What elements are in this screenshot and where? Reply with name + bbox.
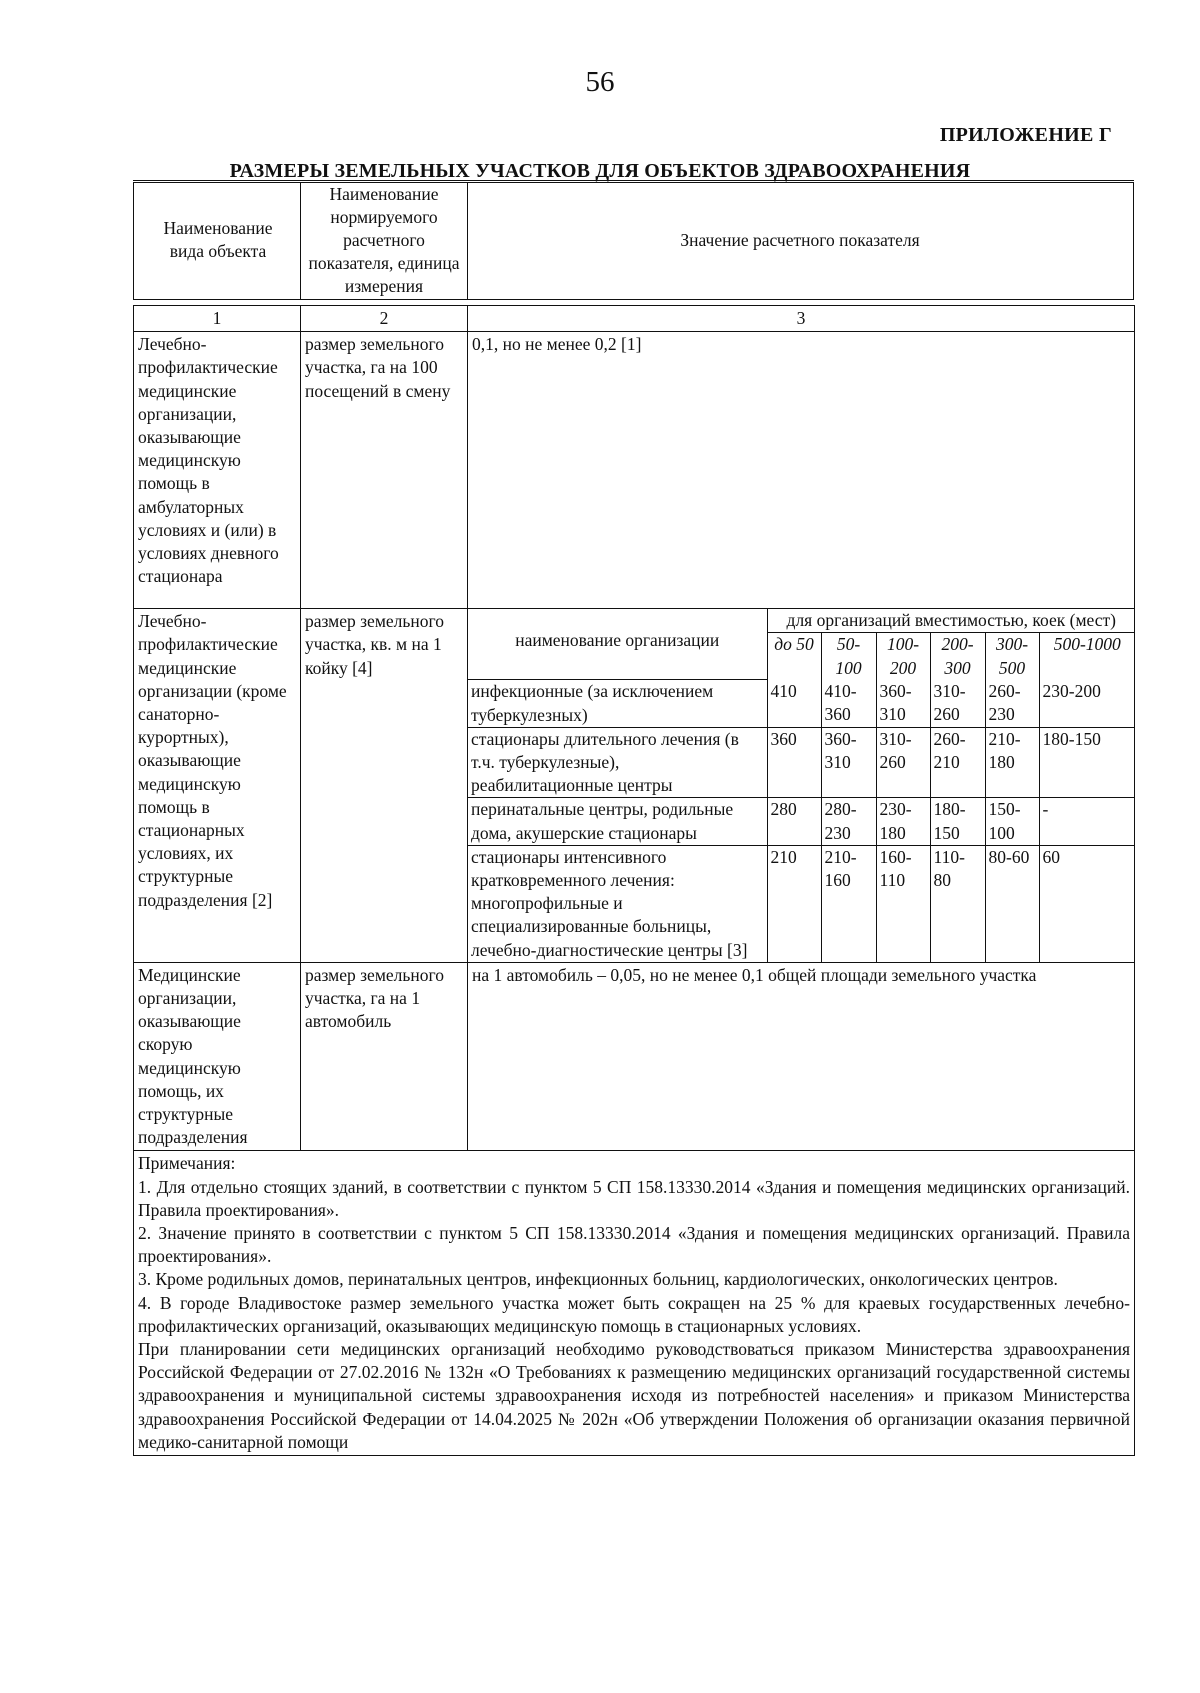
column-number-1: 1 — [134, 306, 301, 332]
capacity-value: 260-230 — [985, 680, 1039, 727]
header-col3-label: Значение расчетного показателя — [680, 230, 920, 250]
capacity-col-header: 500-1000 — [1039, 633, 1135, 680]
table-row — [468, 845, 1135, 962]
value-cell: 0,1, но не менее 0,2 [1] — [468, 332, 1135, 609]
capacity-value: 230-180 — [876, 798, 930, 845]
note-item: 3. Кроме родильных домов, перинатальных центров, инфекционных больниц, кардиологических, онкологических центров. — [138, 1269, 1058, 1290]
document-title: РАЗМЕРЫ ЗЕМЕЛЬНЫХ УЧАСТКОВ ДЛЯ ОБЪЕКТОВ ЗДРАВООХРАНЕНИЯ — [229, 160, 971, 182]
org-name-header: наименование организации — [468, 609, 767, 680]
capacity-value: 280 — [767, 798, 821, 845]
header-col1-label: Наименование вида объекта — [163, 218, 273, 261]
indicator-cell: размер земельного участка, га на 1 автомобиль — [301, 962, 468, 1151]
indicator-cell: размер земельного участка, га на 100 посещений в смену — [301, 332, 468, 609]
note-item: 4. В городе Владивостоке размер земельного участка может быть сокращен на 25 % для краевых государственных лечебно-профилактических организаций, оказывающих медицинскую помощь в стационарных условиях. — [138, 1292, 1130, 1336]
main-table — [133, 305, 1135, 1456]
capacity-value: 110-80 — [930, 845, 985, 962]
table-row-ambulance — [134, 962, 1135, 1151]
capacity-table — [468, 609, 1135, 962]
capacity-value: 410-360 — [821, 680, 876, 727]
header-col1-divider — [300, 183, 301, 299]
capacity-value: 230-200 — [1039, 680, 1135, 727]
org-type-name: перинатальные центры, родильные дома, акушерские стационары — [468, 798, 767, 845]
notes-cell — [134, 1151, 1135, 1456]
table-row-ambulatory — [134, 332, 1135, 609]
capacity-value: 210 — [767, 845, 821, 962]
capacity-table-cell — [468, 609, 1135, 963]
capacity-value: 180-150 — [1039, 727, 1135, 798]
indicator-cell: размер земельного участка, кв. м на 1 койку [4] — [301, 609, 468, 963]
notes-paragraph: При планировании сети медицинских организаций необходимо руководствоваться приказом Министерства здравоохранения Российской Федерации от 27.02.2016 № 132н «О Требованиях к размещению медицинских организаций государственной системы здравоохранения и муниципальной системы здравоохранения исходя из потребностей населения» и приказом Министерства здравоохранения Российской Федерации от 14.04.2025 № 202н «Об утверждении Положения об организации оказания первичной медико-санитарной помощи — [138, 1339, 1130, 1452]
appendix-label: ПРИЛОЖЕНИЕ Г — [939, 124, 1112, 146]
capacity-value: 80-60 — [985, 845, 1039, 962]
table-row — [468, 798, 1135, 845]
capacity-value: 160-110 — [876, 845, 930, 962]
org-type-name: стационары интенсивного кратковременного лечения: многопрофильные и специализированные больницы, лечебно-диагностические центры [3] — [468, 845, 767, 962]
header-col2-label: Наименование нормируемого расчетного показателя, единица измерения — [308, 184, 460, 296]
table-row — [468, 727, 1135, 798]
header-top-border — [133, 180, 1134, 181]
notes-row — [134, 1151, 1135, 1456]
capacity-value: 60 — [1039, 845, 1135, 962]
capacity-value: 260-210 — [930, 727, 985, 798]
capacity-col-header: 200-300 — [930, 633, 985, 680]
capacity-value: 280-230 — [821, 798, 876, 845]
capacity-value: 360-310 — [821, 727, 876, 798]
table-row-stationary — [134, 609, 1135, 963]
note-item: 2. Значение принято в соответствии с пунктом 5 СП 158.13330.2014 «Здания и помещения медицинских организаций. Правила проектирования». — [138, 1222, 1130, 1267]
capacity-value: 410 — [767, 680, 821, 727]
capacity-value: 360-310 — [876, 680, 930, 727]
header-col2-divider — [467, 183, 468, 299]
column-number-row — [134, 306, 1135, 332]
capacity-value: 180-150 — [930, 798, 985, 845]
org-type-name: стационары длительного лечения (в т.ч. туберкулезные), реабилитационные центры — [468, 727, 767, 798]
capacity-value: 310-260 — [876, 727, 930, 798]
capacity-value: 210-160 — [821, 845, 876, 962]
page-number: 56 — [585, 66, 615, 98]
table-row — [468, 680, 1135, 727]
capacity-col-header: 300-500 — [985, 633, 1039, 680]
capacity-value: 360 — [767, 727, 821, 798]
capacity-header: для организаций вместимостью, коек (мест) — [767, 609, 1135, 633]
capacity-value: 150-100 — [985, 798, 1039, 845]
capacity-col-header: 100-200 — [876, 633, 930, 680]
object-name-cell: Лечебно-профилактические медицинские организации (кроме санаторно-курортных), оказывающие медицинскую помощь в стационарных условиях, их структурные подразделения [2] — [134, 609, 301, 963]
capacity-col-header: до 50 — [767, 633, 821, 680]
org-type-name: инфекционные (за исключением туберкулезных) — [468, 680, 767, 727]
capacity-value: - — [1039, 798, 1135, 845]
object-name-cell: Лечебно-профилактические медицинские организации, оказывающие медицинскую помощь в амбулаторных условиях и (или) в условиях дневного стационара — [134, 332, 301, 609]
table-header — [133, 182, 1134, 300]
column-number-2: 2 — [301, 306, 468, 332]
capacity-col-header: 50-100 — [821, 633, 876, 680]
capacity-value: 310-260 — [930, 680, 985, 727]
note-item: 1. Для отдельно стоящих зданий, в соответствии с пунктом 5 СП 158.13330.2014 «Здания и помещения медицинских организаций. Правила проектирования». — [138, 1176, 1130, 1220]
column-number-3: 3 — [468, 306, 1135, 332]
object-name-cell: Медицинские организации, оказывающие скорую медицинскую помощь, их структурные подразделения — [134, 962, 301, 1151]
capacity-value: 210-180 — [985, 727, 1039, 798]
value-cell: на 1 автомобиль – 0,05, но не менее 0,1 общей площади земельного участка — [468, 962, 1135, 1151]
notes-heading: Примечания: — [138, 1153, 236, 1174]
